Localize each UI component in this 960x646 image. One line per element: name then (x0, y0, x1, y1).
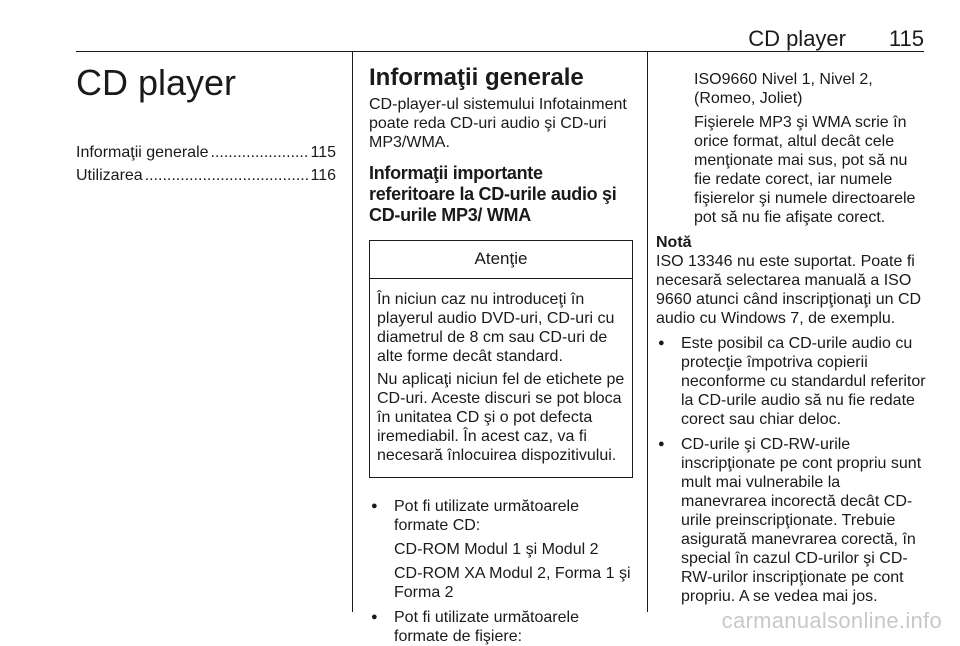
toc-entry-page: 115 (310, 144, 336, 161)
column-general-info (369, 52, 633, 646)
page-number: 115 (888, 26, 924, 51)
column-divider (647, 52, 648, 612)
toc-entry-label: Informaţii generale (76, 144, 209, 161)
intro-paragraph: CD-player-ul sistemului Infotainment poate reda CD-uri audio şi CD-uri MP3/WMA. (369, 96, 627, 151)
format-note: Fişierele MP3 şi WMA scrie în orice format, altul decât cele menţionate mai sus, pot să nu fie redate corect, iar numele fişierelor şi numele directoarele pot să nu fie afişate corect. (694, 114, 916, 226)
list-item (369, 608, 633, 646)
warning-body (370, 279, 632, 477)
warning-paragraph: În niciun caz nu introduceţi în playerul audio DVD-uri, CD-uri cu diametrul de 8 cm sau CD-uri de alte forme decât standard. (377, 291, 615, 365)
toc-entry-label: Utilizarea (76, 167, 143, 184)
note-label: Notă (656, 234, 692, 251)
column-divider (352, 52, 353, 612)
sub-item: CD-ROM XA Modul 2, Forma 1 şi Forma 2 (394, 565, 631, 601)
toc-leader (145, 164, 309, 187)
heading-general-info: Informaţii generale (369, 64, 584, 91)
toc-entry-usage[interactable] (76, 164, 336, 187)
watermark: carmanualsonline.info (721, 608, 942, 633)
subheading-important-info: Informaţii importante referitoare la CD-urile audio şi CD-urile MP3/ WMA (369, 163, 617, 225)
warning-title: Atenţie (370, 241, 632, 279)
sub-item: CD-ROM Modul 1 şi Modul 2 (394, 541, 599, 558)
list-item-text: Pot fi utilizate următoarele formate de fişiere: (394, 609, 579, 645)
list-item (656, 334, 926, 429)
table-of-contents (76, 141, 336, 187)
list-item-text: Pot fi utilizate următoarele formate CD: (394, 498, 579, 534)
formats-list (369, 497, 633, 646)
column-notes (656, 52, 926, 606)
toc-entry-page: 116 (310, 167, 336, 184)
list-item (656, 435, 926, 606)
toc-entry-general[interactable] (76, 141, 336, 164)
list-item (369, 497, 633, 602)
note-text: ISO 13346 nu este suportat. Poate fi necesară selectarea manuală a ISO 9660 atunci când inscripţionaţi un CD audio cu Windows 7, de exemplu. (656, 253, 922, 327)
column-toc (76, 52, 336, 187)
warning-box (369, 240, 633, 478)
cd-info-list (656, 334, 926, 606)
header-title: CD player (748, 26, 846, 51)
warning-paragraph: Nu aplicaţi niciun fel de etichete pe CD-uri. Aceste discuri se pot bloca în unitatea CD şi o pot defecta iremediabil. În acest caz, va fi necesară înlocuirea dispozitivului. (377, 371, 625, 464)
section-title: CD player (76, 62, 237, 103)
toc-leader (211, 141, 309, 164)
list-item-text: Este posibil ca CD-urile audio cu protecţie împotriva copierii neconforme cu standardul referitor la CD-urile audio să nu fie redate corect sau chiar deloc. (681, 335, 926, 428)
format-item: ISO9660 Nivel 1, Nivel 2, (Romeo, Joliet) (694, 71, 873, 107)
list-item-text: CD-urile şi CD-RW-urile inscripţionate pe cont propriu sunt mult mai vulnerabile la manevrarea incorectă decât CD-urile preinscripţionate. Trebuie asigurată manevrarea corectă, în special în cazul CD-urilor şi CD-RW-urilor inscripţionate pe cont propriu. A se vedea mai jos. (681, 436, 922, 605)
page-header (76, 26, 924, 50)
